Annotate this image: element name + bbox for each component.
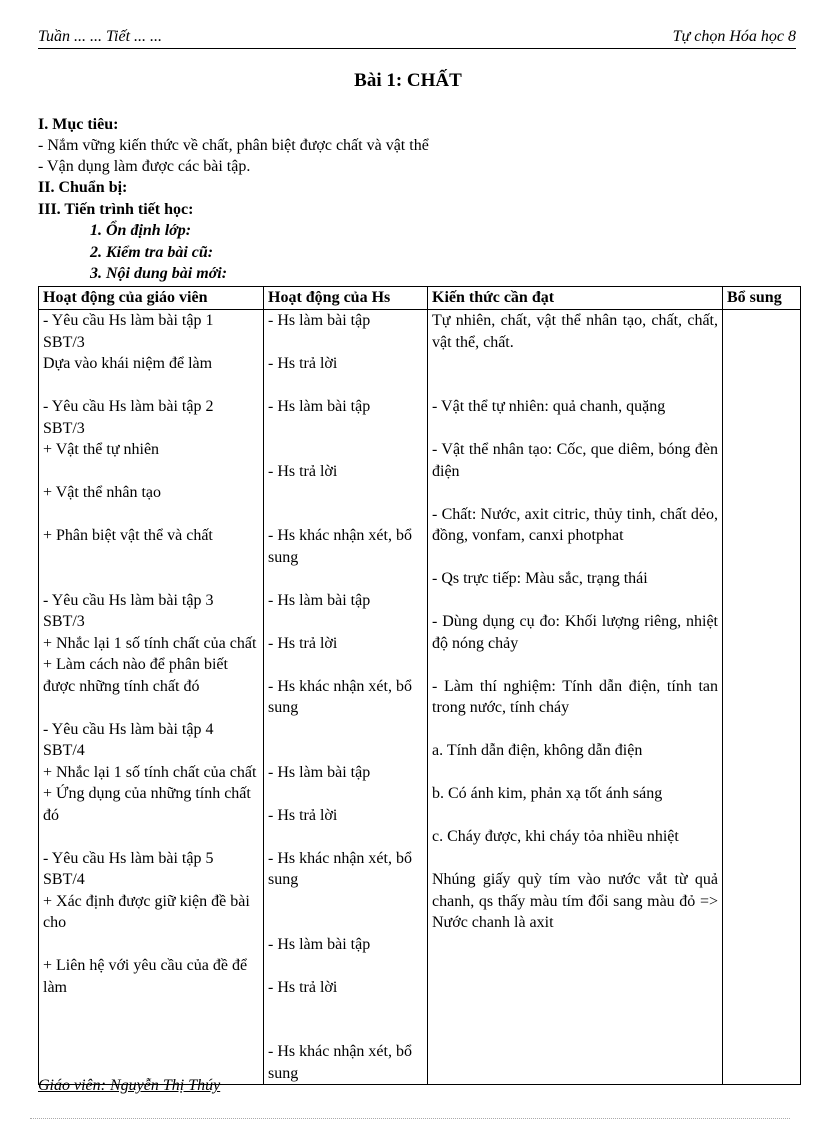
- col2-line: [268, 955, 423, 977]
- col2-line: [268, 1020, 423, 1042]
- step-2: 2. Kiểm tra bài cũ:: [90, 244, 214, 261]
- col3-line: [432, 353, 718, 375]
- col1-line: + Ứng dụng của những tính chất đó: [43, 785, 251, 824]
- header-supplement: Bổ sung: [723, 287, 801, 310]
- teacher-signature: Giáo viên: Nguyễn Thị Thúy: [38, 1077, 221, 1094]
- col2-line: [268, 719, 423, 741]
- col1-line: [43, 504, 259, 526]
- col3-line: Nhúng giấy quỳ tím vào nước vắt từ quả chanh, qs thấy màu tím đổi sang màu đỏ => Nước chanh là axit: [432, 871, 718, 931]
- col1-line: Dựa vào khái niệm để làm: [43, 355, 213, 372]
- col3-line: [432, 590, 718, 612]
- col1-line: + Nhắc lại 1 số tính chất của chất: [43, 763, 257, 781]
- col2-line: [268, 891, 423, 913]
- col2-line: - Hs làm bài tập: [268, 591, 371, 609]
- col2-line: [268, 912, 423, 934]
- col3-line: Tự nhiên, chất, vật thể nhân tạo, chất, chất, vật thể, chất.: [432, 312, 718, 351]
- col2-line: [268, 375, 423, 397]
- col3-line: - Dùng dụng cụ đo: Khối lượng riêng, nhiệt độ nóng chảy: [432, 613, 718, 652]
- header-knowledge: Kiến thức cần đạt: [428, 287, 723, 310]
- step-1: 1. Ổn định lớp:: [90, 222, 192, 239]
- col3-line: [432, 375, 718, 397]
- bottom-divider: [30, 1118, 790, 1119]
- col2-line: - Hs trả lời: [268, 462, 338, 480]
- col1-line: [43, 826, 259, 848]
- student-activity-cell: [264, 310, 428, 1085]
- col3-line: [432, 418, 718, 440]
- col1-line: [43, 697, 259, 719]
- col1-line: [43, 568, 259, 590]
- section-chuan-bi: II. Chuẩn bị:: [38, 179, 128, 196]
- col2-line: - Hs khác nhận xét, bổ sung: [268, 1043, 412, 1082]
- col3-line: - Vật thể tự nhiên: quả chanh, quặng: [432, 398, 666, 415]
- col3-line: b. Có ánh kim, phản xạ tốt ánh sáng: [432, 785, 663, 802]
- col2-line: [268, 654, 423, 676]
- col2-line: - Hs khác nhận xét, bổ sung: [268, 527, 412, 566]
- col3-line: [432, 482, 718, 504]
- col3-line: - Làm thí nghiệm: Tính dẫn điện, tính tan trong nước, tính cháy: [432, 677, 718, 716]
- col3-line: - Vật thể nhân tạo: Cốc, que diêm, bóng đèn điện: [432, 441, 718, 480]
- col1-line: + Vật thể nhân tạo: [43, 484, 162, 501]
- col3-line: c. Cháy được, khi cháy tỏa nhiều nhiệt: [432, 828, 679, 845]
- col1-line: - Yêu cầu Hs làm bài tập 4 SBT/4: [43, 720, 214, 759]
- col3-line: [432, 654, 718, 676]
- col2-line: - Hs khác nhận xét, bổ sung: [268, 677, 412, 716]
- col2-line: - Hs làm bài tập: [268, 398, 371, 415]
- col2-line: - Hs khác nhận xét, bổ sung: [268, 849, 412, 888]
- col2-line: [268, 826, 423, 848]
- lesson-title: Bài 1: CHẤT: [354, 70, 462, 91]
- col3-line: [432, 805, 718, 827]
- supplement-cell: [723, 310, 801, 1085]
- col1-line: - Yêu cầu Hs làm bài tập 1 SBT/3: [43, 312, 214, 351]
- col3-line: [432, 547, 718, 569]
- col2-line: - Hs làm bài tập: [268, 763, 371, 781]
- col1-line: + Liên hệ với yêu cầu của đề để làm: [43, 957, 248, 996]
- col2-line: - Hs trả lời: [268, 978, 338, 996]
- header-subject: Tự chọn Hóa học 8: [672, 28, 796, 45]
- col2-line: [268, 439, 423, 461]
- col1-line: [43, 375, 259, 397]
- muc-tieu-item-1: - Nắm vững kiến thức về chất, phân biệt được chất và vật thể: [38, 137, 429, 154]
- col2-line: - Hs trả lời: [268, 355, 338, 372]
- step-3: 3. Nội dung bài mới:: [90, 265, 228, 282]
- header-week-lesson: Tuần ... ... Tiết ... ...: [38, 28, 163, 45]
- col2-line: [268, 568, 423, 590]
- col1-line: + Xác định được giữ kiện đề bài cho: [43, 892, 250, 931]
- col2-line: [268, 611, 423, 633]
- col1-line: [43, 934, 259, 956]
- col3-line: - Qs trực tiếp: Màu sắc, trạng thái: [432, 570, 648, 587]
- section-tien-trinh: III. Tiến trình tiết học:: [38, 201, 194, 218]
- table-header-row: [39, 287, 801, 310]
- col3-line: [432, 719, 718, 741]
- col3-line: a. Tính dẫn điện, không dẫn điện: [432, 742, 643, 759]
- col2-line: [268, 998, 423, 1020]
- col3-line: - Chất: Nước, axit citric, thủy tinh, chất dẻo, đồng, vonfam, canxi photphat: [432, 505, 718, 544]
- col2-line: [268, 418, 423, 440]
- col1-line: - Yêu cầu Hs làm bài tập 5 SBT/4: [43, 849, 214, 888]
- col3-line: [432, 762, 718, 784]
- page-header: [38, 26, 796, 49]
- col1-line: + Nhắc lại 1 số tính chất của chất: [43, 634, 257, 652]
- col2-line: - Hs làm bài tập: [268, 935, 371, 953]
- col1-line: + Phân biệt vật thể và chất: [43, 527, 213, 544]
- header-teacher-activity: Hoạt động của giáo viên: [39, 287, 264, 310]
- lesson-plan-table: [38, 286, 801, 1085]
- col2-line: [268, 783, 423, 805]
- col1-line: + Vật thể tự nhiên: [43, 441, 160, 458]
- col1-line: [43, 461, 259, 483]
- col3-line: [432, 848, 718, 870]
- teacher-activity-cell: [39, 310, 264, 1085]
- col2-line: - Hs trả lời: [268, 634, 338, 652]
- col2-line: [268, 740, 423, 762]
- col2-line: - Hs làm bài tập: [268, 312, 371, 329]
- knowledge-cell: [428, 310, 723, 1085]
- col1-line: + Làm cách nào để phân biết được những tính chất đó: [43, 656, 228, 695]
- col2-line: [268, 482, 423, 504]
- muc-tieu-item-2: - Vận dụng làm được các bài tập.: [38, 158, 251, 175]
- col2-line: - Hs trả lời: [268, 806, 338, 824]
- header-student-activity: Hoạt động của Hs: [264, 287, 428, 310]
- section-muc-tieu: I. Mục tiêu:: [38, 116, 119, 133]
- col2-line: [268, 504, 423, 526]
- col1-line: - Yêu cầu Hs làm bài tập 2 SBT/3: [43, 398, 214, 437]
- table-body-row: [39, 310, 801, 1085]
- col2-line: [268, 332, 423, 354]
- col1-line: - Yêu cầu Hs làm bài tập 3 SBT/3: [43, 591, 214, 630]
- col1-line: [43, 547, 259, 569]
